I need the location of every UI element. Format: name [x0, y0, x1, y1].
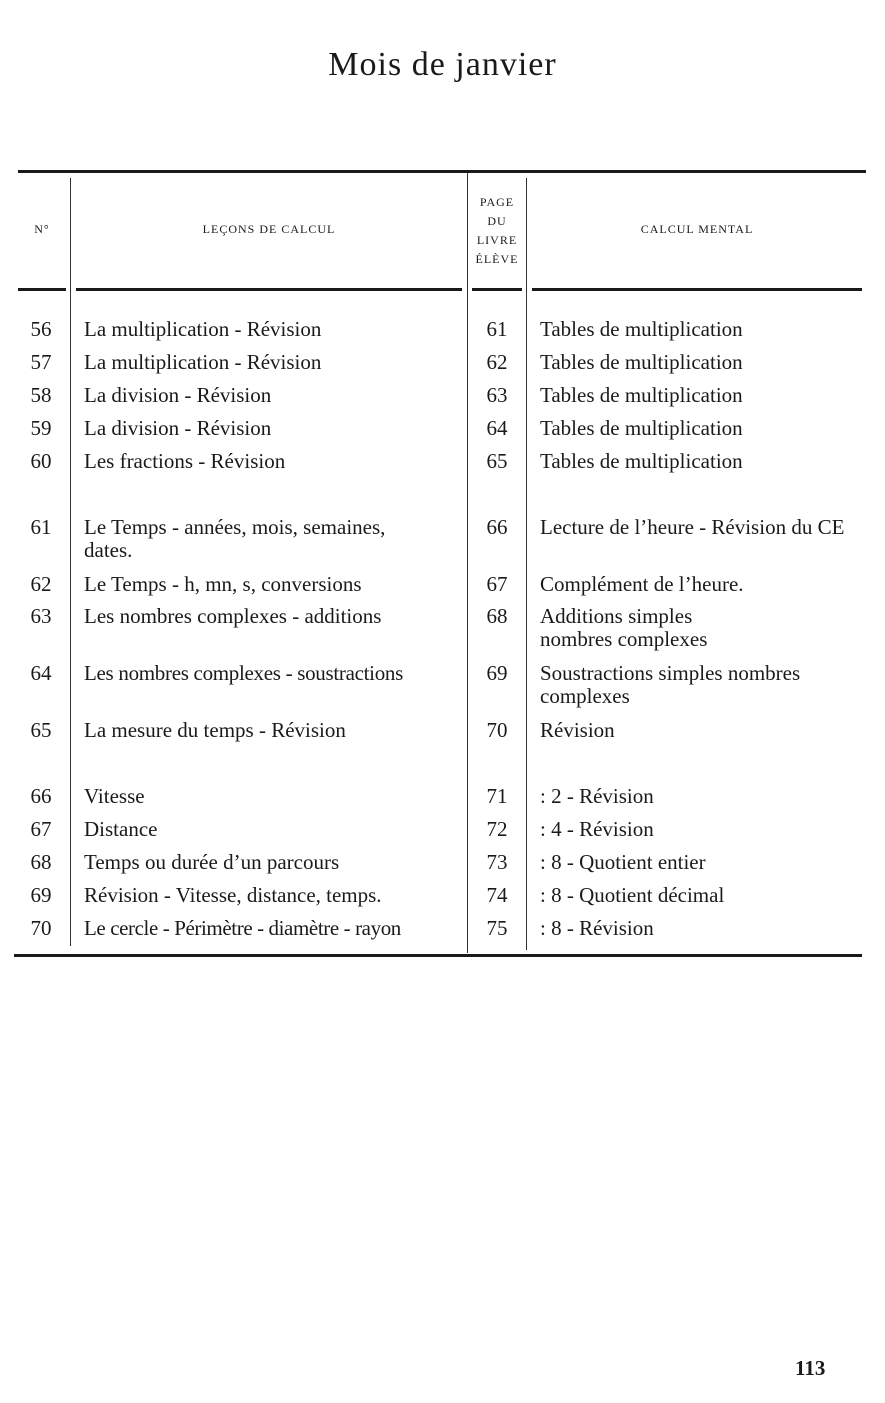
row-lesson: Révision - Vitesse, distance, temps. [84, 883, 382, 907]
row-page: 71 [486, 784, 508, 808]
header-no: N° [34, 222, 50, 236]
row-mental: Additions simples nombres complexes [540, 604, 708, 651]
table-bottom-rule [14, 954, 862, 957]
row-mental: Tables de multiplication [540, 449, 743, 473]
row-number: 69 [30, 883, 52, 907]
row-mental: Tables de multiplication [540, 350, 743, 374]
column-divider [526, 178, 527, 950]
row-number: 65 [30, 718, 52, 742]
row-number: 63 [30, 604, 52, 628]
row-number: 62 [30, 572, 52, 596]
table-top-rule [18, 170, 866, 173]
row-lesson: Temps ou durée d’un parcours [84, 850, 340, 874]
row-page: 65 [486, 449, 508, 473]
row-page: 68 [486, 604, 508, 628]
header-page-line: PAGE [479, 195, 515, 209]
column-divider [70, 178, 71, 946]
row-number: 60 [30, 449, 52, 473]
header-lessons: LEÇONS DE CALCUL [202, 222, 336, 236]
row-lesson: Les nombres complexes - additions [84, 604, 382, 628]
row-number: 61 [30, 515, 52, 539]
row-lesson: La division - Révision [84, 416, 272, 440]
row-lesson: Distance [84, 817, 158, 841]
row-lesson: La division - Révision [84, 383, 272, 407]
row-mental: Révision [540, 718, 615, 742]
row-mental: Tables de multiplication [540, 317, 743, 341]
row-number: 56 [30, 317, 52, 341]
row-number: 68 [30, 850, 52, 874]
row-mental: : 8 - Révision [540, 916, 654, 940]
row-mental: : 8 - Quotient entier [540, 850, 706, 874]
header-page-line: ÉLÈVE [475, 252, 519, 266]
header-page [468, 193, 526, 269]
row-mental: Complément de l’heure. [540, 572, 744, 596]
row-lesson: Le Temps - h, mn, s, conversions [84, 572, 362, 596]
row-number: 59 [30, 416, 52, 440]
row-page: 64 [486, 416, 508, 440]
row-mental: Tables de multiplication [540, 383, 743, 407]
row-page: 69 [486, 661, 508, 685]
row-page: 75 [486, 916, 508, 940]
row-number: 64 [30, 661, 52, 685]
row-mental: : 2 - Révision [540, 784, 654, 808]
header-rule-no [18, 288, 66, 291]
page-title: Mois de janvier [328, 46, 557, 83]
row-mental: Soustractions simples nombres complexes [540, 661, 801, 708]
row-lesson: Les fractions - Révision [84, 449, 286, 473]
row-lesson: Le cercle - Périmètre - diamètre - rayon [84, 916, 401, 940]
row-lesson: Le Temps - années, mois, semaines, dates. [84, 515, 386, 562]
row-page: 73 [486, 850, 508, 874]
row-mental: : 4 - Révision [540, 817, 654, 841]
row-page: 63 [486, 383, 508, 407]
row-page: 74 [486, 883, 508, 907]
row-mental: : 8 - Quotient décimal [540, 883, 725, 907]
header-rule-lessons [76, 288, 462, 291]
row-page: 67 [486, 572, 508, 596]
row-page: 62 [486, 350, 508, 374]
row-lesson: La multiplication - Révision [84, 317, 322, 341]
header-mental: CALCUL MENTAL [640, 222, 754, 236]
row-number: 66 [30, 784, 52, 808]
row-mental: Lecture de l’heure - Révision du CE [540, 515, 845, 539]
row-lesson: Les nombres complexes - soustractions [84, 661, 403, 685]
header-rule-mental [532, 288, 862, 291]
row-number: 58 [30, 383, 52, 407]
row-lesson: La multiplication - Révision [84, 350, 322, 374]
row-page: 72 [486, 817, 508, 841]
row-number: 70 [30, 916, 52, 940]
row-lesson: Vitesse [84, 784, 145, 808]
header-page-line: LIVRE [476, 233, 518, 247]
row-page: 70 [486, 718, 508, 742]
row-page: 61 [486, 317, 508, 341]
header-page-line: DU [487, 214, 507, 228]
row-number: 67 [30, 817, 52, 841]
page-number: 113 [795, 1356, 826, 1380]
row-number: 57 [30, 350, 52, 374]
row-mental: Tables de multiplication [540, 416, 743, 440]
row-page: 66 [486, 515, 508, 539]
row-lesson: La mesure du temps - Révision [84, 718, 346, 742]
header-rule-page [472, 288, 522, 291]
